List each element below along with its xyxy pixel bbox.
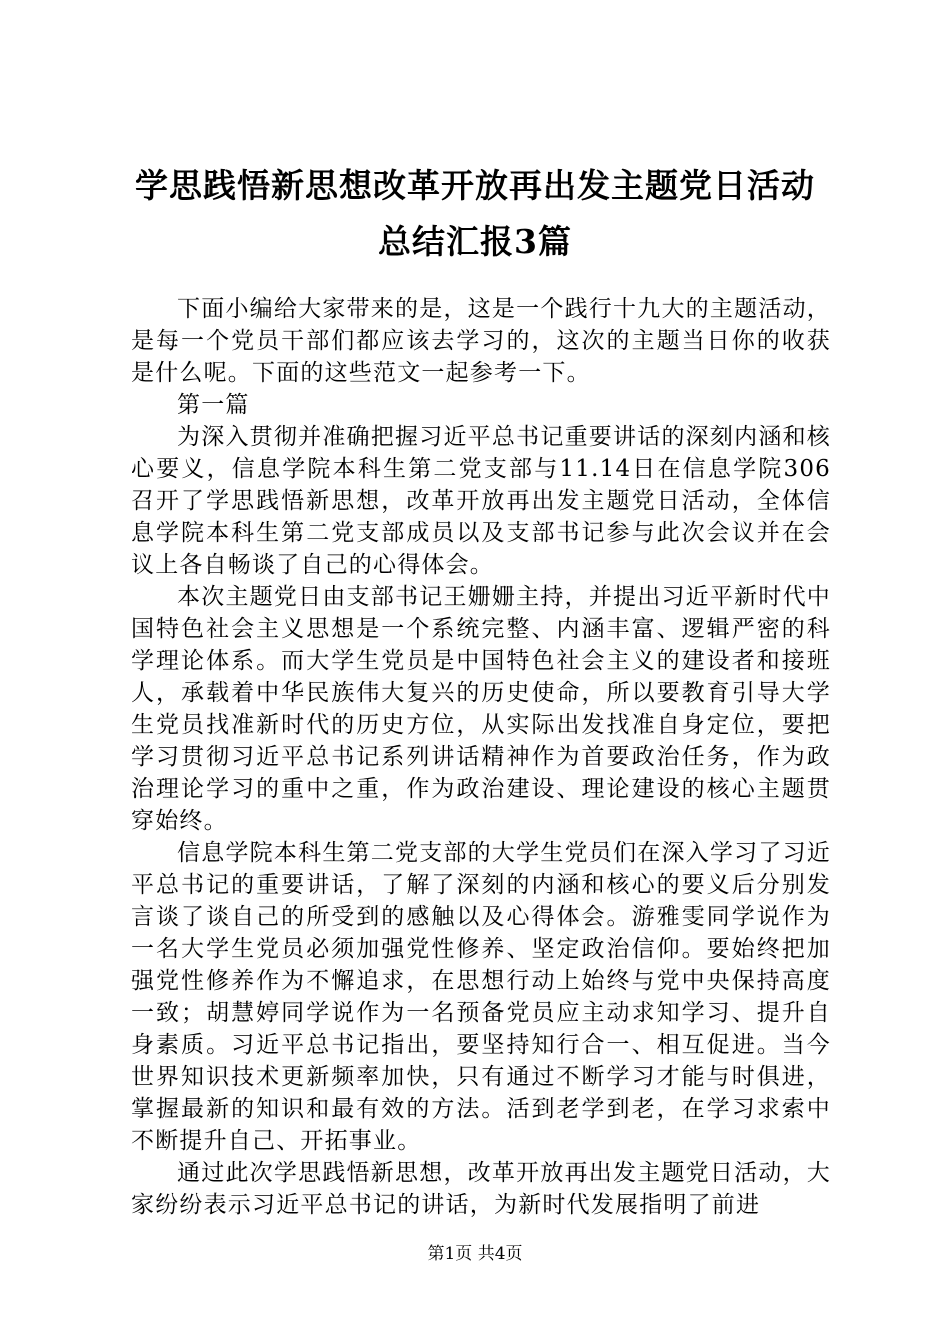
paragraph: 本次主题党日由支部书记王姗姗主持，并提出习近平新时代中国特色社会主义思想是一个系统完整、内涵丰富、逻辑严密的科学理论体系。而大学生党员是中国特色社会主义的建设者和接班人，承载着中华民族伟大复兴的历史使命，所以要教育引导大学生党员找准新时代的历史方位，从实际出发找准自身定位，要把学习贯彻习近平总书记系列讲话精神作为首要政治任务，作为政治理论学习的重中之重，作为政治建设、理论建设的核心主题贯穿始终。 xyxy=(131,584,831,834)
paragraph: 为深入贯彻并准确把握习近平总书记重要讲话的深刻内涵和核心要义，信息学院本科生第二党支部与11.14日在信息学院306召开了学思践悟新思想，改革开放再出发主题党日活动，全体信息学院本科生第二党支部成员以及支部书记参与此次会议并在会议上各自畅谈了自己的心得体会。 xyxy=(131,424,831,578)
page-number-footer: 第1页 共4页 xyxy=(427,1244,523,1264)
paragraph: 通过此次学思践悟新思想，改革开放再出发主题党日活动，大家纷纷表示习近平总书记的讲话，为新时代发展指明了前进 xyxy=(131,1160,831,1218)
paragraph-intro: 下面小编给大家带来的是，这是一个践行十九大的主题活动，是每一个党员干部们都应该去学习的，这次的主题当日你的收获是什么呢。下面的这些范文一起参考一下。 xyxy=(131,296,831,386)
paragraph: 信息学院本科生第二党支部的大学生党员们在深入学习了习近平总书记的重要讲话，了解了深刻的内涵和核心的要义后分别发言谈了谈自己的所受到的感触以及心得体会。游雅雯同学说作为一名大学生党员必须加强党性修养、坚定政治信仰。要始终把加强党性修养作为不懈追求，在思想行动上始终与党中央保持高度一致；胡慧婷同学说作为一名预备党员应主动求知学习、提升自身素质。习近平总书记指出，要坚持知行合一、相互促进。当今世界知识技术更新频率加快，只有通过不断学习才能与时俱进，掌握最新的知识和最有效的方法。活到老学到老，在学习求索中不断提升自己、开拓事业。 xyxy=(131,840,831,1154)
document-title-line-1: 学思践悟新思想改革开放再出发主题党日活动 xyxy=(135,166,815,205)
document-title-line-2: 总结汇报3篇 xyxy=(378,222,572,261)
section-heading-first: 第一篇 xyxy=(177,392,250,418)
document-body xyxy=(131,293,831,1221)
